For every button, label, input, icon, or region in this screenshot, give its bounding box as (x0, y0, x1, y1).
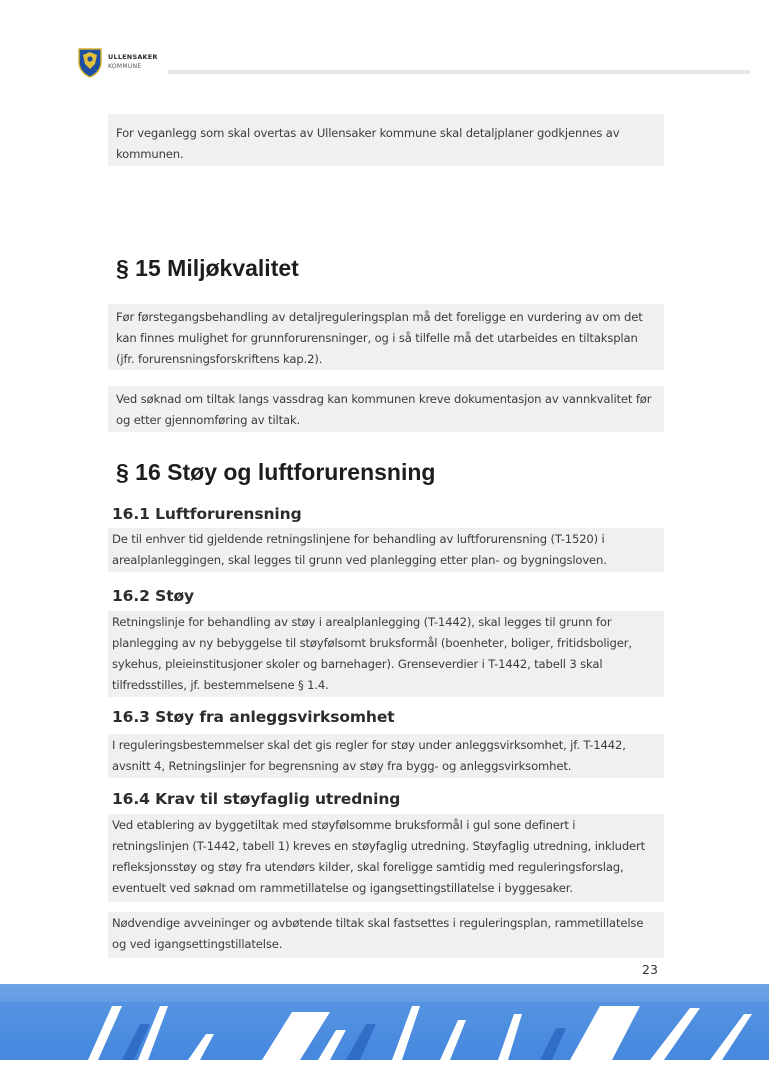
logo-sub: KOMMUNE (108, 63, 142, 70)
footer-decoration (0, 984, 769, 1060)
municipality-crest-icon (78, 48, 102, 78)
logo-name: ULLENSAKER (108, 53, 158, 61)
intro-text: For veganlegg som skal overtas av Ullensaker kommune skal detaljplaner godkjennes av kommunen. (116, 126, 620, 161)
section-16-4-block-1 (108, 814, 664, 902)
section-15-text-1: Før førstegangsbehandling av detaljreguleringsplan må det foreligge en vurdering av om det kan finnes mulighet for grunnforurensninger, og i så tilfelle må det utarbeides en tiltaksplan (jfr. forurensningsforskriftens kap.2). (116, 310, 643, 366)
page-number: 23 (642, 962, 658, 977)
section-16-1-title: 16.1 Luftforurensning (112, 505, 302, 523)
section-15-paragraph-1 (108, 304, 664, 370)
logo-text (108, 53, 158, 71)
section-16-3-title: 16.3 Støy fra anleggsvirksomhet (112, 708, 395, 726)
section-16-2-text: Retningslinje for behandling av støy i arealplanlegging (T-1442), skal legges til grunn for planlegging av ny bebyggelse til støyfølsomt bruksformål (boenheter, boliger, fritidsboliger, sykehus, pleieinstitusjoner skoler og barnehager). Grenseverdier i T-1442, tabell 3 skal tilfredsstilles, jf. bestemmelsene § 1.4. (112, 615, 632, 692)
section-15-heading: § 15 Miljøkvalitet (116, 255, 299, 281)
intro-block (108, 114, 664, 166)
section-16-2-title: 16.2 Støy (112, 587, 195, 605)
section-16-4-text-1: Ved etablering av byggetiltak med støyfølsomme bruksformål i gul sone definert i retningslinjen (T-1442, tabell 1) kreves en støyfaglig utredning. Støyfaglig utredning, inkludert refleksjonsstøy og støy fra utendørs kilder, skal foreligge samtidig med reguleringsforslag, eventuelt ved søknad om rammetillatelse og igangsettingstillatelse i byggesaker. (112, 818, 646, 895)
section-16-3-block (108, 734, 664, 778)
section-16-4-block-2 (108, 912, 664, 958)
section-16-3-text: I reguleringsbestemmelser skal det gis regler for støy under anleggsvirksomhet, jf. T-1442, avsnitt 4, Retningslinjer for begrensning av støy fra bygg- og anleggsvirksomhet. (112, 738, 626, 773)
section-16-1-text: De til enhver tid gjeldende retningslinjene for behandling av luftforurensning (T-1520) i arealplanleggingen, skal legges til grunn ved planlegging etter plan- og bygningsloven. (112, 532, 607, 567)
section-15-paragraph-2 (108, 386, 664, 432)
section-16-1-block (108, 528, 664, 572)
section-16-heading: § 16 Støy og luftforurensning (116, 459, 436, 485)
section-15-text-2: Ved søknad om tiltak langs vassdrag kan kommunen kreve dokumentasjon av vannkvalitet før og etter gjennomføring av tiltak. (116, 392, 652, 427)
header-rule (168, 70, 750, 74)
section-16-2-block (108, 611, 664, 697)
section-16-4-title: 16.4 Krav til støyfaglig utredning (112, 790, 401, 808)
section-16-4-text-2: Nødvendige avveininger og avbøtende tiltak skal fastsettes i reguleringsplan, rammetillatelse og ved igangsettingstillatelse. (112, 916, 644, 951)
